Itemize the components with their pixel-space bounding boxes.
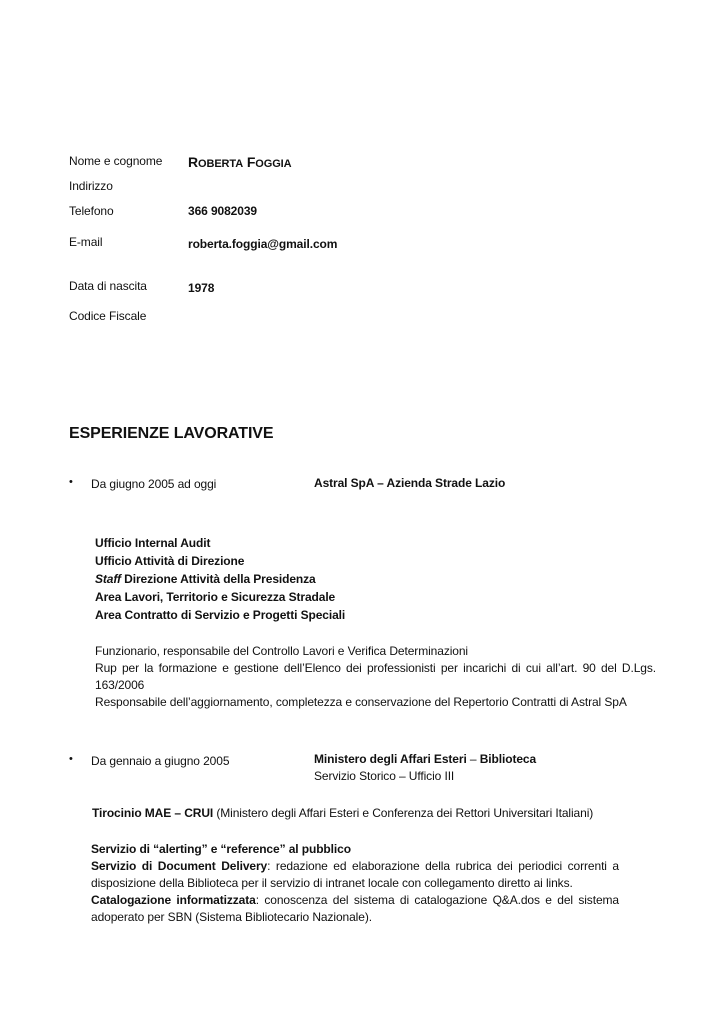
exp1-duties (95, 643, 656, 711)
service-alerting-reference: Servizio di “alerting” e “reference” al pubblico (91, 842, 351, 856)
email-label: E-mail (69, 235, 103, 249)
phone-label: Telefono (69, 204, 114, 218)
exp2-internship (92, 806, 593, 820)
exp1-period: Da giugno 2005 ad oggi (91, 477, 217, 491)
name-label: Nome e cognome (69, 154, 163, 168)
duty-repertorio-contratti: Responsabile dell’aggiornamento, completezza e conservazione del Repertorio Contratti di Astral SpA (95, 695, 627, 709)
exp2-period: Da gennaio a giugno 2005 (91, 754, 230, 768)
dept-staff-rest: Direzione Attività della Presidenza (120, 572, 316, 586)
fiscal-code-label: Codice Fiscale (69, 309, 147, 323)
duty-rup-elenco: Rup per la formazione e gestione dell’Elenco dei professionisti per incarichi di cui all’art. 90 del D.Lgs. 163/2006 (95, 661, 656, 692)
dept-internal-audit: Ufficio Internal Audit (95, 536, 211, 550)
section-title: ESPERIENZE LAVORATIVE (69, 425, 274, 442)
duty-controllo-lavori: Funzionario, responsabile del Controllo Lavori e Verifica Determinazioni (95, 644, 468, 658)
name-first-rest: OBERTA (198, 158, 244, 170)
address-label: Indirizzo (69, 179, 113, 193)
dept-staff-presidenza (95, 570, 345, 588)
candidate-name (188, 154, 291, 170)
dept-attivita-direzione: Ufficio Attività di Direzione (95, 554, 245, 568)
email-value: roberta.foggia@gmail.com (188, 237, 338, 251)
service-catalogazione (91, 892, 619, 926)
name-first-initial: R (188, 154, 199, 170)
internship-title: Tirocinio MAE – CRUI (92, 806, 214, 820)
service-catalogazione-title: Catalogazione informatizzata (91, 893, 256, 907)
exp2-employer-name: Ministero degli Affari Esteri (314, 752, 467, 766)
service-document-delivery (91, 858, 619, 892)
bullet-icon: • (69, 753, 73, 765)
exp2-employer (314, 752, 536, 766)
birth-value: 1978 (188, 281, 215, 295)
birth-label: Data di nascita (69, 279, 147, 293)
dept-area-contratto: Area Contratto di Servizio e Progetti Speciali (95, 608, 346, 622)
name-last-initial: F (246, 154, 256, 170)
dept-area-lavori: Area Lavori, Territorio e Sicurezza Stradale (95, 590, 336, 604)
exp2-employer-sub: Servizio Storico – Ufficio III (314, 769, 455, 783)
exp1-employer: Astral SpA – Azienda Strade Lazio (314, 476, 506, 490)
exp1-departments (95, 534, 345, 624)
service-document-delivery-text: : redazione ed elaborazione della rubrica dei periodici correnti a disposizione della Biblioteca per il servizio di intranet locale con collegamento diretto ai links. (91, 859, 620, 890)
name-last-rest: OGGIA (255, 158, 292, 170)
exp2-employer-library: Biblioteca (479, 752, 537, 766)
exp2-employer-dash: – (466, 752, 480, 766)
exp2-services (91, 841, 619, 926)
internship-detail: (Ministero degli Affari Esteri e Conferenza dei Rettori Universitari Italiani) (213, 806, 594, 820)
phone-value: 366 9082039 (188, 204, 257, 218)
bullet-icon: • (69, 476, 73, 488)
service-document-delivery-title: Servizio di Document Delivery (91, 859, 268, 873)
dept-staff-italic: Staff (95, 572, 121, 586)
service-catalogazione-text: : conoscenza del sistema di catalogazione Q&A.dos e del sistema adoperato per SBN (Sistema Bibliotecario Nazionale). (91, 893, 619, 924)
